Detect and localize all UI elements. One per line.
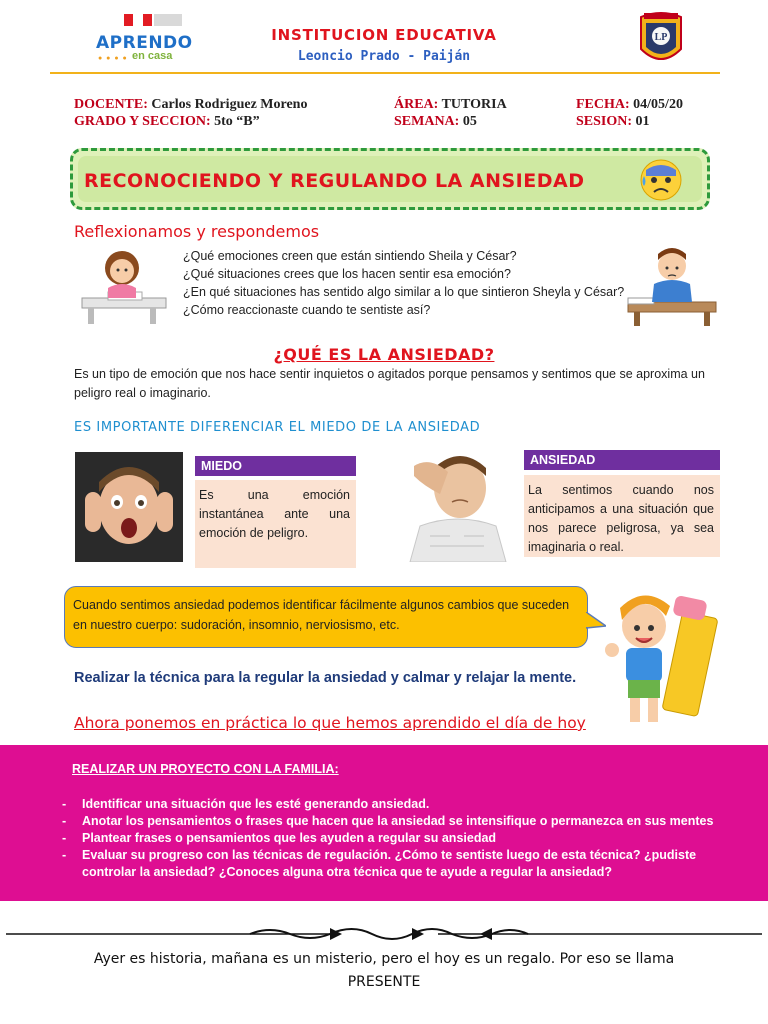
sesion-field bbox=[576, 114, 650, 130]
pencil-kid-illustration bbox=[592, 584, 742, 730]
body-signs-callout: Cuando sentimos ansiedad podemos identificar fácilmente algunos cambios que suceden en nuestro cuerpo: sudoración, insomnio, nerviosismo, etc. bbox=[64, 586, 588, 648]
logo-aprendo-text: APRENDO bbox=[96, 33, 193, 53]
fecha-field bbox=[576, 97, 683, 113]
grado-label: GRADO Y SECCION: bbox=[74, 114, 211, 129]
svg-text:LP: LP bbox=[654, 32, 668, 43]
project-item-text: Plantear frases o pensamientos que les ayuden a regular su ansiedad bbox=[82, 831, 497, 845]
semana-field bbox=[394, 114, 477, 130]
docente-field bbox=[74, 97, 307, 113]
anxious-boy-photo bbox=[400, 446, 516, 562]
sesion-label: SESION: bbox=[576, 114, 633, 129]
ornamental-divider bbox=[0, 914, 768, 954]
page-title: RECONOCIENDO Y REGULANDO LA ANSIEDAD bbox=[84, 170, 585, 192]
area-label: ÁREA: bbox=[394, 97, 439, 112]
quote-line-2: PRESENTE bbox=[347, 974, 421, 990]
area-value: TUTORIA bbox=[441, 97, 507, 112]
docente-value: Carlos Rodriguez Moreno bbox=[151, 97, 308, 112]
grado-value: 5to “B” bbox=[214, 114, 260, 129]
project-item-text: Identificar una situación que les esté generando ansiedad. bbox=[82, 797, 430, 811]
reflect-heading: Reflexionamos y respondemos bbox=[74, 222, 320, 241]
ansiedad-description: La sentimos cuando nos anticipamos a una situación que nos parece peligrosa, ya sea imaginaria o real. bbox=[524, 475, 720, 557]
grado-field bbox=[74, 114, 260, 130]
institution-title: INSTITUCION EDUCATIVA bbox=[271, 26, 497, 44]
reflect-question: ¿Qué emociones creen que están sintiendo Sheila y César? bbox=[183, 249, 517, 263]
reflect-question: ¿En qué situaciones has sentido algo similar a lo que sintieron Sheyla y César? bbox=[183, 285, 625, 299]
docente-label: DOCENTE: bbox=[74, 97, 148, 112]
quote-line-1: Ayer es historia, mañana es un misterio, pero el hoy es un regalo. Por eso se llama bbox=[93, 951, 675, 967]
fecha-label: FECHA: bbox=[576, 97, 630, 112]
logo-dots-decoration: ● ● ● ● bbox=[98, 55, 128, 62]
ansiedad-label: ANSIEDAD bbox=[524, 450, 720, 470]
semana-value: 05 bbox=[462, 114, 477, 129]
miedo-description: Es una emoción instantánea ante una emoción de peligro. bbox=[195, 480, 356, 568]
institution-subtitle: Leoncio Prado - Paiján bbox=[297, 49, 471, 64]
area-field bbox=[394, 97, 507, 113]
definition-body: Es un tipo de emoción que nos hace sentir inquietos o agitados porque pensamos y sentimos que se aproxima un peligro real o imaginario. bbox=[74, 367, 705, 400]
project-list bbox=[62, 796, 742, 881]
project-title: REALIZAR UN PROYECTO CON LA FAMILIA: bbox=[72, 762, 339, 776]
anxious-face-icon bbox=[636, 156, 686, 202]
girl-writing-illustration bbox=[78, 244, 170, 326]
school-crest-icon bbox=[636, 9, 686, 69]
reflect-question: ¿Cómo reaccionaste cuando te sentiste así? bbox=[183, 303, 431, 317]
sesion-value: 01 bbox=[635, 114, 650, 129]
reflect-question: ¿Qué situaciones crees que los hacen sentir esa emoción? bbox=[183, 267, 511, 281]
scared-child-photo bbox=[75, 452, 183, 562]
project-item-text: Evaluar su progreso con las técnicas de regulación. ¿Cómo te sentiste luego de esta técnica? ¿pudiste controlar la ansiedad? ¿Conoces alguna otra técnica que te ayude a regular la ansiedad? bbox=[82, 848, 697, 879]
fecha-value: 04/05/20 bbox=[633, 97, 683, 112]
technique-instruction: Realizar la técnica para la regular la ansiedad y calmar y relajar la mente. bbox=[74, 670, 577, 686]
compare-heading: ES IMPORTANTE DIFERENCIAR EL MIEDO DE LA ANSIEDAD bbox=[74, 420, 481, 435]
definition-heading: ¿QUÉ ES LA ANSIEDAD? bbox=[273, 345, 495, 364]
boy-thinking-illustration bbox=[620, 240, 720, 326]
practice-heading: Ahora ponemos en práctica lo que hemos aprendido el día de hoy bbox=[74, 714, 586, 732]
logo-en-casa-text: en casa bbox=[132, 50, 173, 62]
project-list-item: - Anotar los pensamientos o frases que hacen que la ansiedad se intensifique o permanezca en sus mentes bbox=[62, 814, 714, 828]
project-list-item: - Plantear frases o pensamientos que les ayuden a regular su ansiedad bbox=[62, 831, 497, 845]
project-list-item: - Identificar una situación que les esté generando ansiedad. bbox=[62, 797, 430, 811]
project-item-text: Anotar los pensamientos o frases que hacen que la ansiedad se intensifique o permanezca en sus mentes bbox=[82, 814, 714, 828]
project-list-item: - Evaluar su progreso con las técnicas de regulación. ¿Cómo te sentiste luego de esta técnica? ¿pudiste controlar la ansiedad? ¿Conoces alguna otra técnica que te ayude a regular la ansiedad? bbox=[62, 847, 742, 881]
semana-label: SEMANA: bbox=[394, 114, 460, 129]
miedo-label: MIEDO bbox=[195, 456, 356, 476]
header-divider bbox=[50, 72, 720, 74]
